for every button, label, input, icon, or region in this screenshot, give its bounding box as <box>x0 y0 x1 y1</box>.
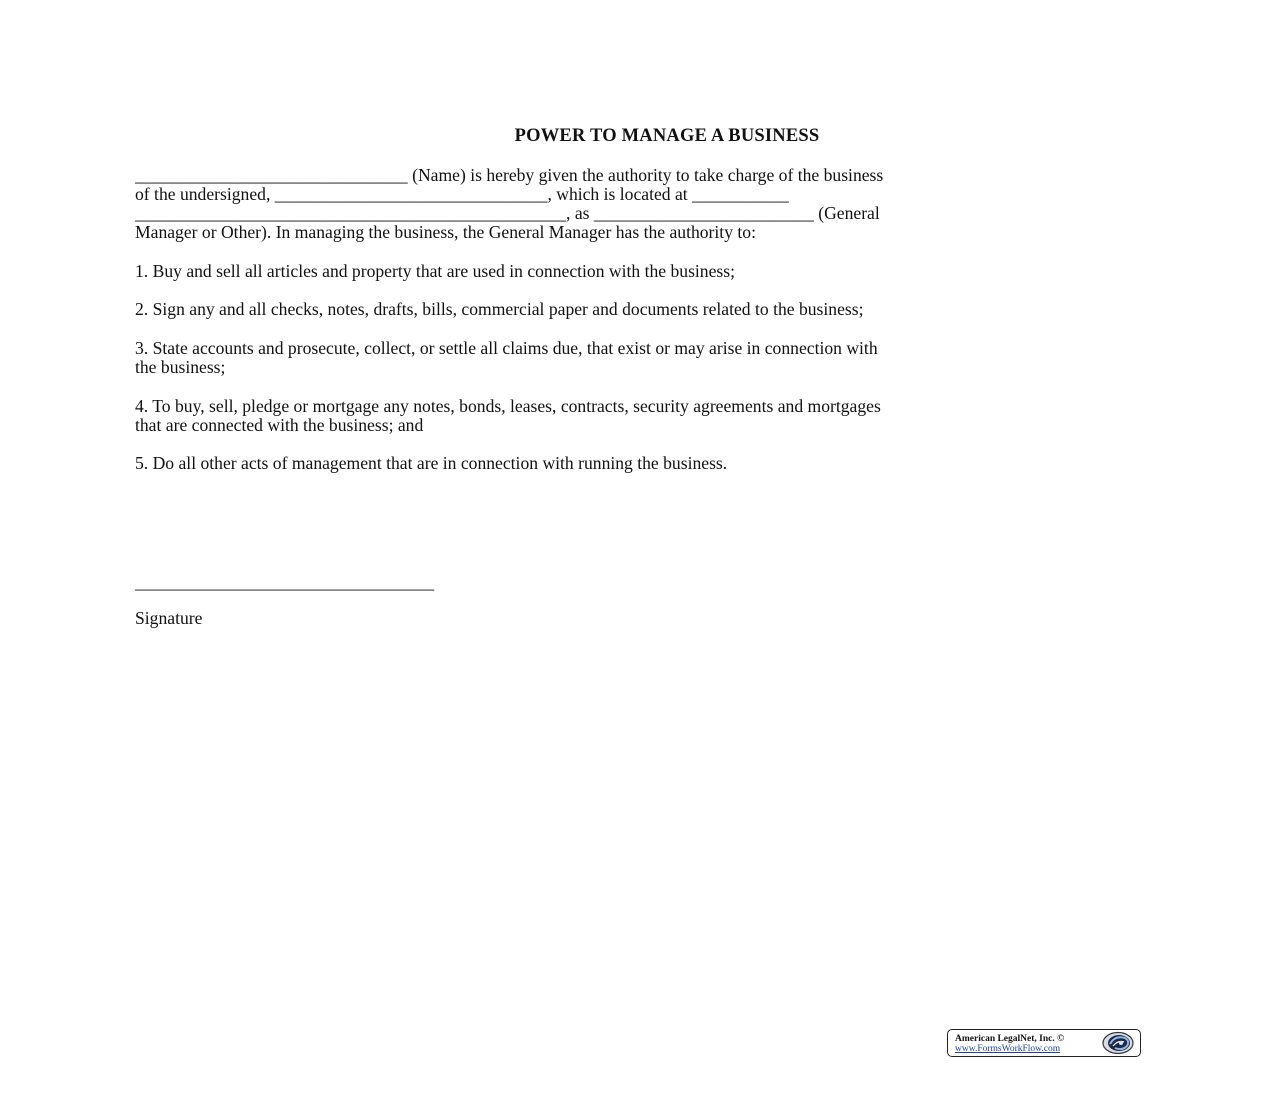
document-title: POWER TO MANAGE A BUSINESS <box>514 126 820 146</box>
globe-swirl-icon <box>1100 1031 1136 1055</box>
footer-company: American LegalNet, Inc. © <box>955 1034 1065 1044</box>
list-item-2: 2. Sign any and all checks, notes, drafts, bills, commercial paper and documents related to the business; <box>135 299 864 319</box>
signature-label: Signature <box>135 608 203 628</box>
list-item-4-line-2: that are connected with the business; and <box>135 415 424 435</box>
intro-line-4: Manager or Other). In managing the business, the General Manager has the authority to: <box>135 222 756 242</box>
list-item-3-line-2: the business; <box>135 357 226 377</box>
list-item-3-line-1: 3. State accounts and prosecute, collect, or settle all claims due, that exist or may arise in connection with <box>135 338 878 358</box>
footer-badge <box>947 1029 1141 1057</box>
list-item-1: 1. Buy and sell all articles and property that are used in connection with the business; <box>135 261 735 281</box>
list-item-5: 5. Do all other acts of management that are in connection with running the business. <box>135 453 728 473</box>
intro-line-1: _______________________________ (Name) is hereby given the authority to take charge of the business <box>135 165 884 185</box>
signature-line: __________________________________ <box>135 572 435 592</box>
list-item-4-line-1: 4. To buy, sell, pledge or mortgage any notes, bonds, leases, contracts, security agreements and mortgages <box>135 396 881 416</box>
intro-line-3: _________________________________________________, as _________________________ (General <box>135 203 880 223</box>
footer-url-link[interactable]: www.FormsWorkFlow.com <box>955 1044 1061 1054</box>
intro-line-2: of the undersigned, _______________________________, which is located at ___________ <box>135 184 789 204</box>
